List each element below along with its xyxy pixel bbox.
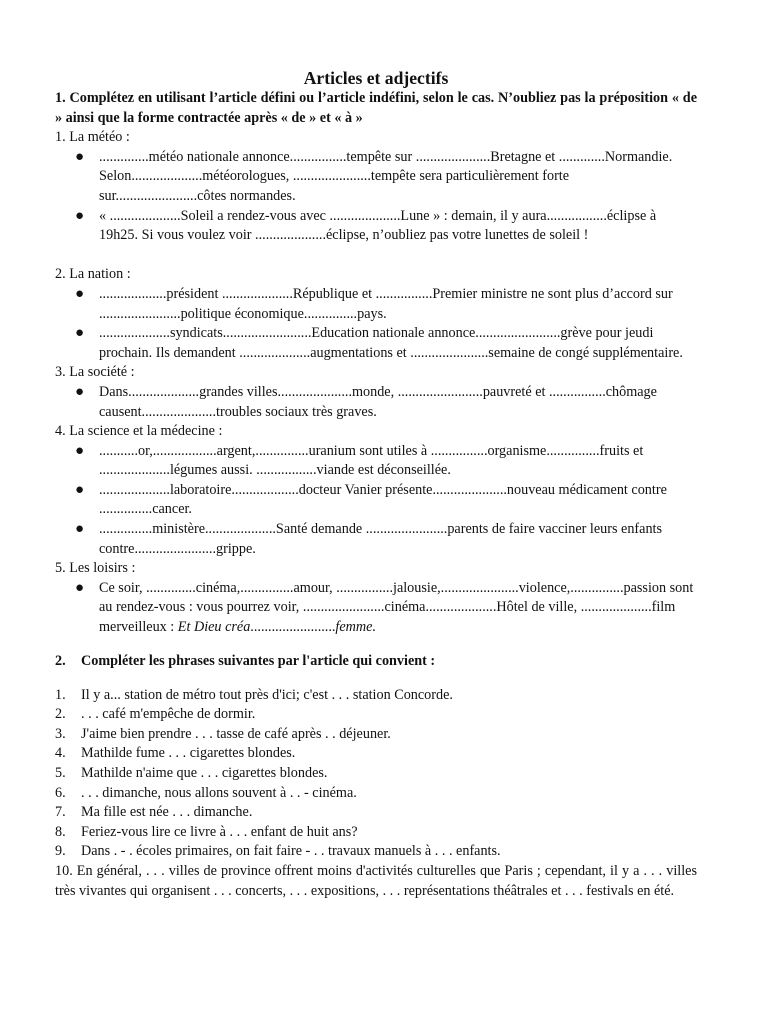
exercise-2-heading (55, 652, 697, 672)
list-item-text: ..............météo nationale annonce................tempête sur .....................Bretagne et .............Normandie. Selon....................météorologues, ......................tempête sera particulièrement forte sur.......................côtes normandes. (99, 148, 673, 204)
section-science-list (55, 442, 697, 560)
list-item (55, 784, 697, 804)
item-text: Dans . - . écoles primaires, on fait faire - . . travaux manuels à . . . enfants. (81, 843, 501, 860)
item-text: Il y a... station de métro tout près d'ici; c'est . . . station Concorde. (81, 686, 453, 703)
page-title: Articles et adjectifs (303, 68, 449, 88)
section-nation-title: 2. La nation : (55, 266, 131, 283)
list-item-text: ....................syndicats.........................Education nationale annonce........................grève pour jeudi prochain. Ils demandent ....................augmentations et ......................semaine de congé supplémentaire. (99, 325, 683, 361)
film-title-part: Et Dieu créa (177, 619, 251, 636)
item-number: 8. (55, 823, 66, 840)
spacer (55, 246, 697, 266)
item-number: 4. (55, 745, 66, 762)
item-number: 7. (55, 804, 66, 821)
item-text: . . . dimanche, nous allons souvent à . . - cinéma. (81, 784, 357, 801)
item-number: 1. (55, 686, 66, 703)
bullet-icon: ● (75, 579, 85, 596)
bullet-icon: ● (75, 207, 85, 224)
exercise-2-number: 2. (55, 652, 66, 669)
item-text: Ma fille est née . . . dimanche. (81, 804, 253, 821)
item-text: . . . café m'empêche de dormir. (81, 706, 256, 723)
list-item (55, 744, 697, 764)
list-item (55, 207, 697, 246)
item-text: Feriez-vous lire ce livre à . . . enfant de huit ans? (81, 823, 358, 840)
item-text: J'aime bien prendre . . . tasse de café après . . déjeuner. (81, 725, 391, 742)
list-item-text: Dans....................grandes villes.....................monde, ........................pauvreté et ................chômage causent.....................troubles sociaux très graves. (99, 383, 657, 420)
section-meteo-title: 1. La météo : (55, 129, 130, 146)
bullet-icon: ● (75, 285, 85, 302)
exercise-2-list (55, 686, 697, 862)
item-number: 3. (55, 725, 66, 742)
section-societe-title: 3. La société : (55, 364, 135, 381)
section-science-title: 4. La science et la médecine : (55, 423, 223, 440)
list-item (55, 842, 697, 862)
list-item-text: ...................président ....................République et ................Premier ministre ne sont plus d’accord sur .......................politique économique...............pays. (99, 285, 673, 322)
bullet-icon: ● (75, 521, 85, 538)
section-loisirs-list (55, 579, 697, 638)
bullet-icon: ● (75, 442, 85, 459)
list-item-text: ....................laboratoire...................docteur Vanier présente.....................nouveau médicament contre ...............cancer. (99, 481, 667, 518)
section-nation-list (55, 285, 697, 363)
exercise-2-item-10: 10. En général, . . . villes de province offrent moins d'activités culturelles que Paris ; cependant, il y a . . . villes très vivantes qui organisent . . . concerts, . . . expositions, . . . représentations théâtrales et . . . festivals en été. (55, 862, 697, 899)
list-item (55, 442, 697, 481)
list-item (55, 383, 697, 422)
list-item (55, 148, 697, 207)
list-item (55, 725, 697, 745)
list-item (55, 803, 697, 823)
bullet-icon: ● (75, 148, 85, 165)
list-item (55, 823, 697, 843)
list-item (55, 481, 697, 520)
list-item (55, 324, 697, 363)
list-item (55, 705, 697, 725)
list-item-text: Ce soir, ..............cinéma,...............amour, ................jalousie,......................violence,...............passion sont au rendez-vous : vous pourrez voir, .......................cinéma....................Hôtel de ville, ....................film merveilleux : (99, 579, 694, 636)
item-text: Mathilde fume . . . cigarettes blondes. (81, 745, 296, 762)
item-number: 6. (55, 784, 66, 801)
bullet-icon: ● (75, 325, 85, 342)
exercise-1-heading: 1. Complétez en utilisant l’article défini ou l’article indéfini, selon le cas. N’oubliez pas la préposition « de » ainsi que la forme contractée après « de » et « à » (55, 90, 697, 126)
item-number: 9. (55, 843, 66, 860)
list-item-text: ...........or,..................argent,...............uranium sont utiles à ................organisme...............fruits et ....................légumes aussi. .................viande est déconseillée. (99, 442, 644, 479)
worksheet-page (55, 67, 697, 901)
bullet-icon: ● (75, 383, 85, 400)
item-number: 2. (55, 706, 66, 723)
list-item (55, 579, 697, 638)
exercise-2-heading-text: Compléter les phrases suivantes par l'article qui convient : (81, 652, 436, 669)
list-item (55, 520, 697, 559)
blank-dots: ........................ (250, 619, 336, 636)
item-number: 5. (55, 764, 66, 781)
list-item (55, 285, 697, 324)
list-item (55, 764, 697, 784)
section-loisirs-title: 5. Les loisirs : (55, 560, 136, 577)
list-item-text: ...............ministère....................Santé demande .......................parents de faire vacciner leurs enfants contre.......................grippe. (99, 521, 663, 557)
list-item-text: « ....................Soleil a rendez-vous avec ....................Lune » : demain, il y aura.................éclipse à 19h25. Si vous voulez voir ....................éclipse, n’oubliez pas votre lunettes de soleil ! (99, 207, 657, 244)
bullet-icon: ● (75, 481, 85, 498)
section-meteo-list (55, 148, 697, 246)
list-item (55, 686, 697, 706)
film-title-end: femme. (335, 619, 376, 636)
item-text: Mathilde n'aime que . . . cigarettes blondes. (81, 764, 328, 781)
section-societe-list (55, 383, 697, 422)
